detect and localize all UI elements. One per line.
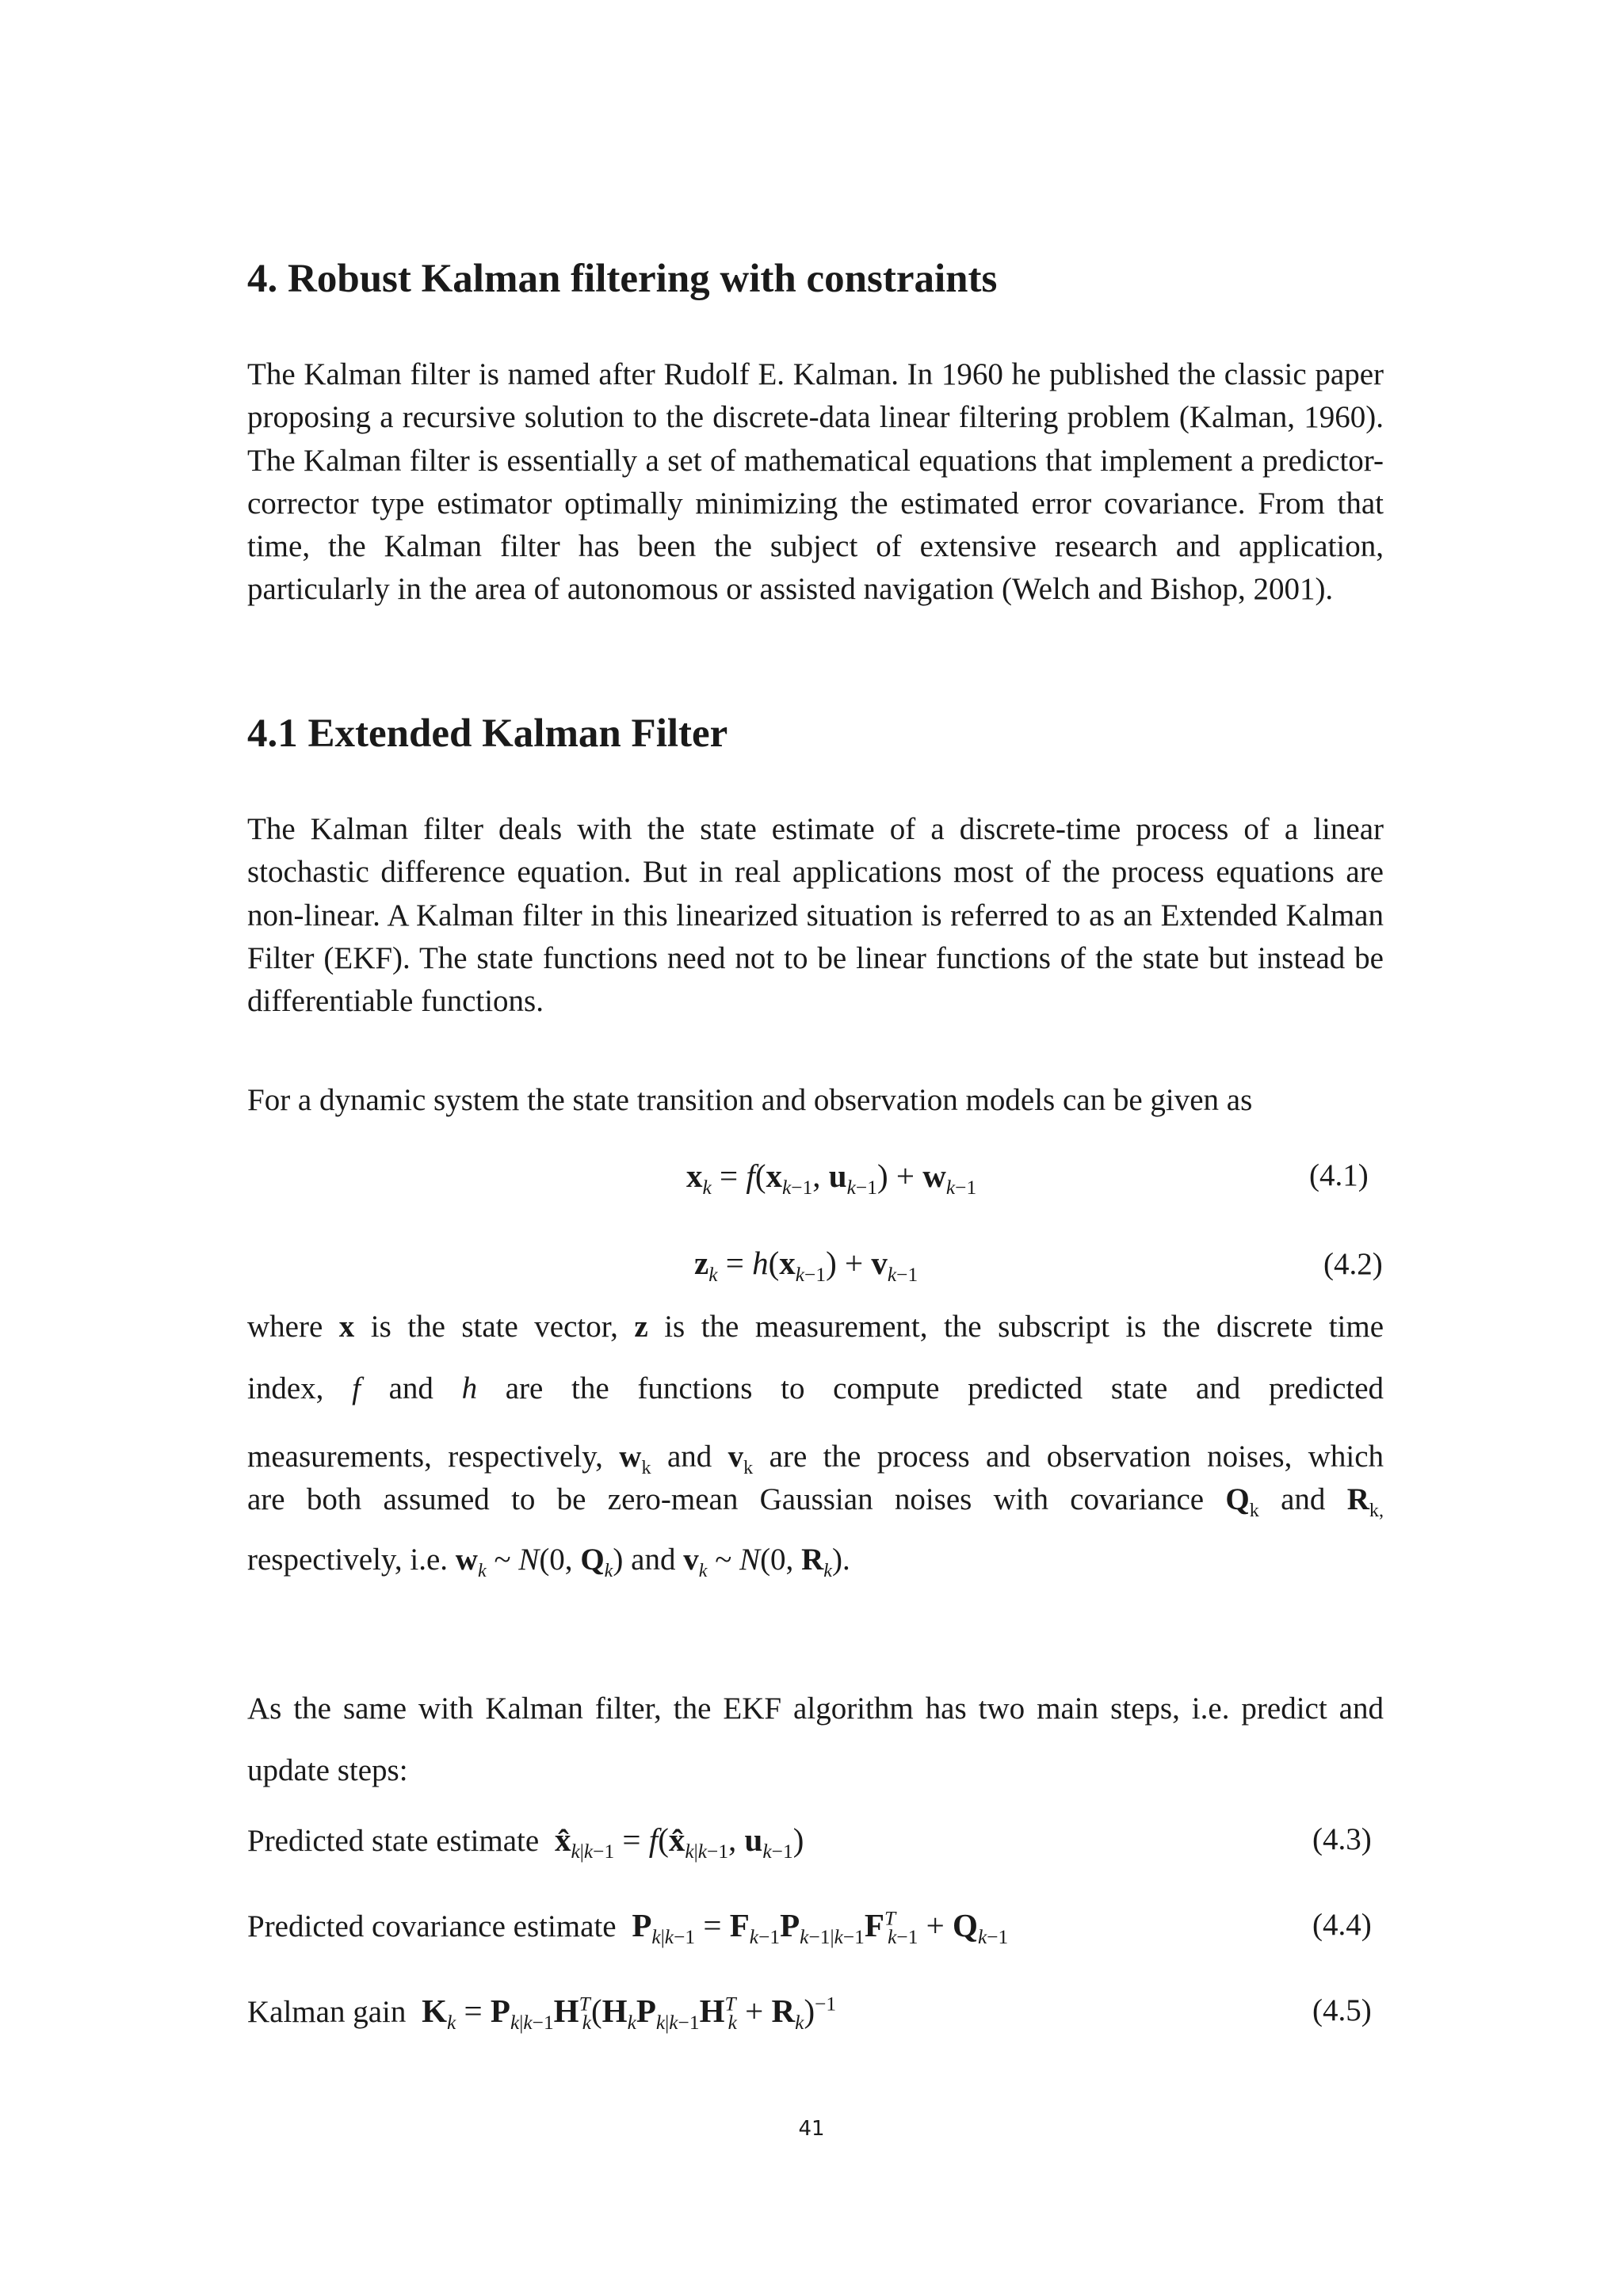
equation-number-4-3: (4.3) xyxy=(1312,1822,1372,1856)
steps-paragraph: As the same with Kalman filter, the EKF algorithm has two main steps, i.e. predict and update steps: xyxy=(247,1691,1384,1787)
where-line-4: are both assumed to be zero-mean Gaussian noises with covariance $Q_k$ and $R_{k,}$ xyxy=(247,1482,1384,1521)
ekf-paragraph: The Kalman filter deals with the state estimate of a discrete-time process of a linear stochastic difference equation. But in real applications most of the process equations are non-linear. A Kalman filter in this linearized situation is referred to as an Extended Kalman Filter (EKF). The state functions need not to be linear functions of the state but instead be differentiable functions. xyxy=(247,812,1384,1019)
equation-4-4: $P_{k|k-1} = F_{k-1}P_{k-1|k-1}F^T_{k-1} + Q_{k-1}$ xyxy=(632,1907,1009,1949)
equation-number-4-4: (4.4) xyxy=(1312,1908,1372,1942)
equation-4-2: $z_k = h(x_{k-1}) + v_{k-1}$ xyxy=(694,1245,918,1287)
where-line-5: respectively, i.e. $w_k$ ~ N(0, $Q_k$) and $v_k$ ~ N(0, $R_k$). xyxy=(247,1543,850,1581)
where-line-1: where x is the state vector, z is the measurement, the subscript is the discrete time xyxy=(247,1310,1384,1344)
section-heading: 4. Robust Kalman filtering with constraints xyxy=(247,257,998,301)
where-line-3: measurements, respectively, $w_k$ and $v_k$ are the process and observation noises, which xyxy=(247,1440,1384,1478)
models-intro-line: For a dynamic system the state transition and observation models can be given as xyxy=(247,1083,1253,1117)
subsection-heading: 4.1 Extended Kalman Filter xyxy=(247,711,728,756)
equation-4-3-line: Predicted state estimate $x̂_{k|k-1}$ = $f(x̂_{k|k-1}$, $u_{k-1}$) xyxy=(247,1821,804,1863)
equation-number-4-5: (4.5) xyxy=(1312,1993,1372,2027)
where-line-2: index, f and h are the functions to compute predicted state and predicted xyxy=(247,1371,1384,1405)
equation-4-5-line: Kalman gain $K_k = P_{k|k-1}H^T_k(H_kP_{k|k-1}H^T_k + R_k)^{-1}$ xyxy=(247,1993,837,2035)
equation-number-4-1: (4.1) xyxy=(1309,1158,1369,1192)
equation-4-1: $x_k = f(x_{k-1}$, $u_{k-1}) + w_{k-1}$ xyxy=(686,1158,977,1199)
equation-number-4-2: (4.2) xyxy=(1323,1247,1383,1281)
equation-4-5: $K_k = P_{k|k-1}H^T_k(H_kP_{k|k-1}H^T_k + R_k)^{-1}$ xyxy=(422,1993,837,2035)
equation-4-4-line: Predicted covariance estimate $P_{k|k-1} = F_{k-1}P_{k-1|k-1}F^T_{k-1} + Q_{k-1}$ xyxy=(247,1907,1009,1949)
equation-4-3: $x̂_{k|k-1}$ = $f(x̂_{k|k-1}$, $u_{k-1}$) xyxy=(554,1821,804,1863)
page-number: 41 xyxy=(798,2117,825,2141)
intro-paragraph: The Kalman filter is named after Rudolf E. Kalman. In 1960 he published the classic paper proposing a recursive solution to the discrete-data linear filtering problem (Kalman, 1960). The Kalman filter is essentially a set of mathematical equations that implement a predictor-corrector type estimator optimally minimizing the estimated error covariance. From that time, the Kalman filter has been the subject of extensive research and application, particularly in the area of autonomous or assisted navigation (Welch and Bishop, 2001). xyxy=(247,357,1384,607)
